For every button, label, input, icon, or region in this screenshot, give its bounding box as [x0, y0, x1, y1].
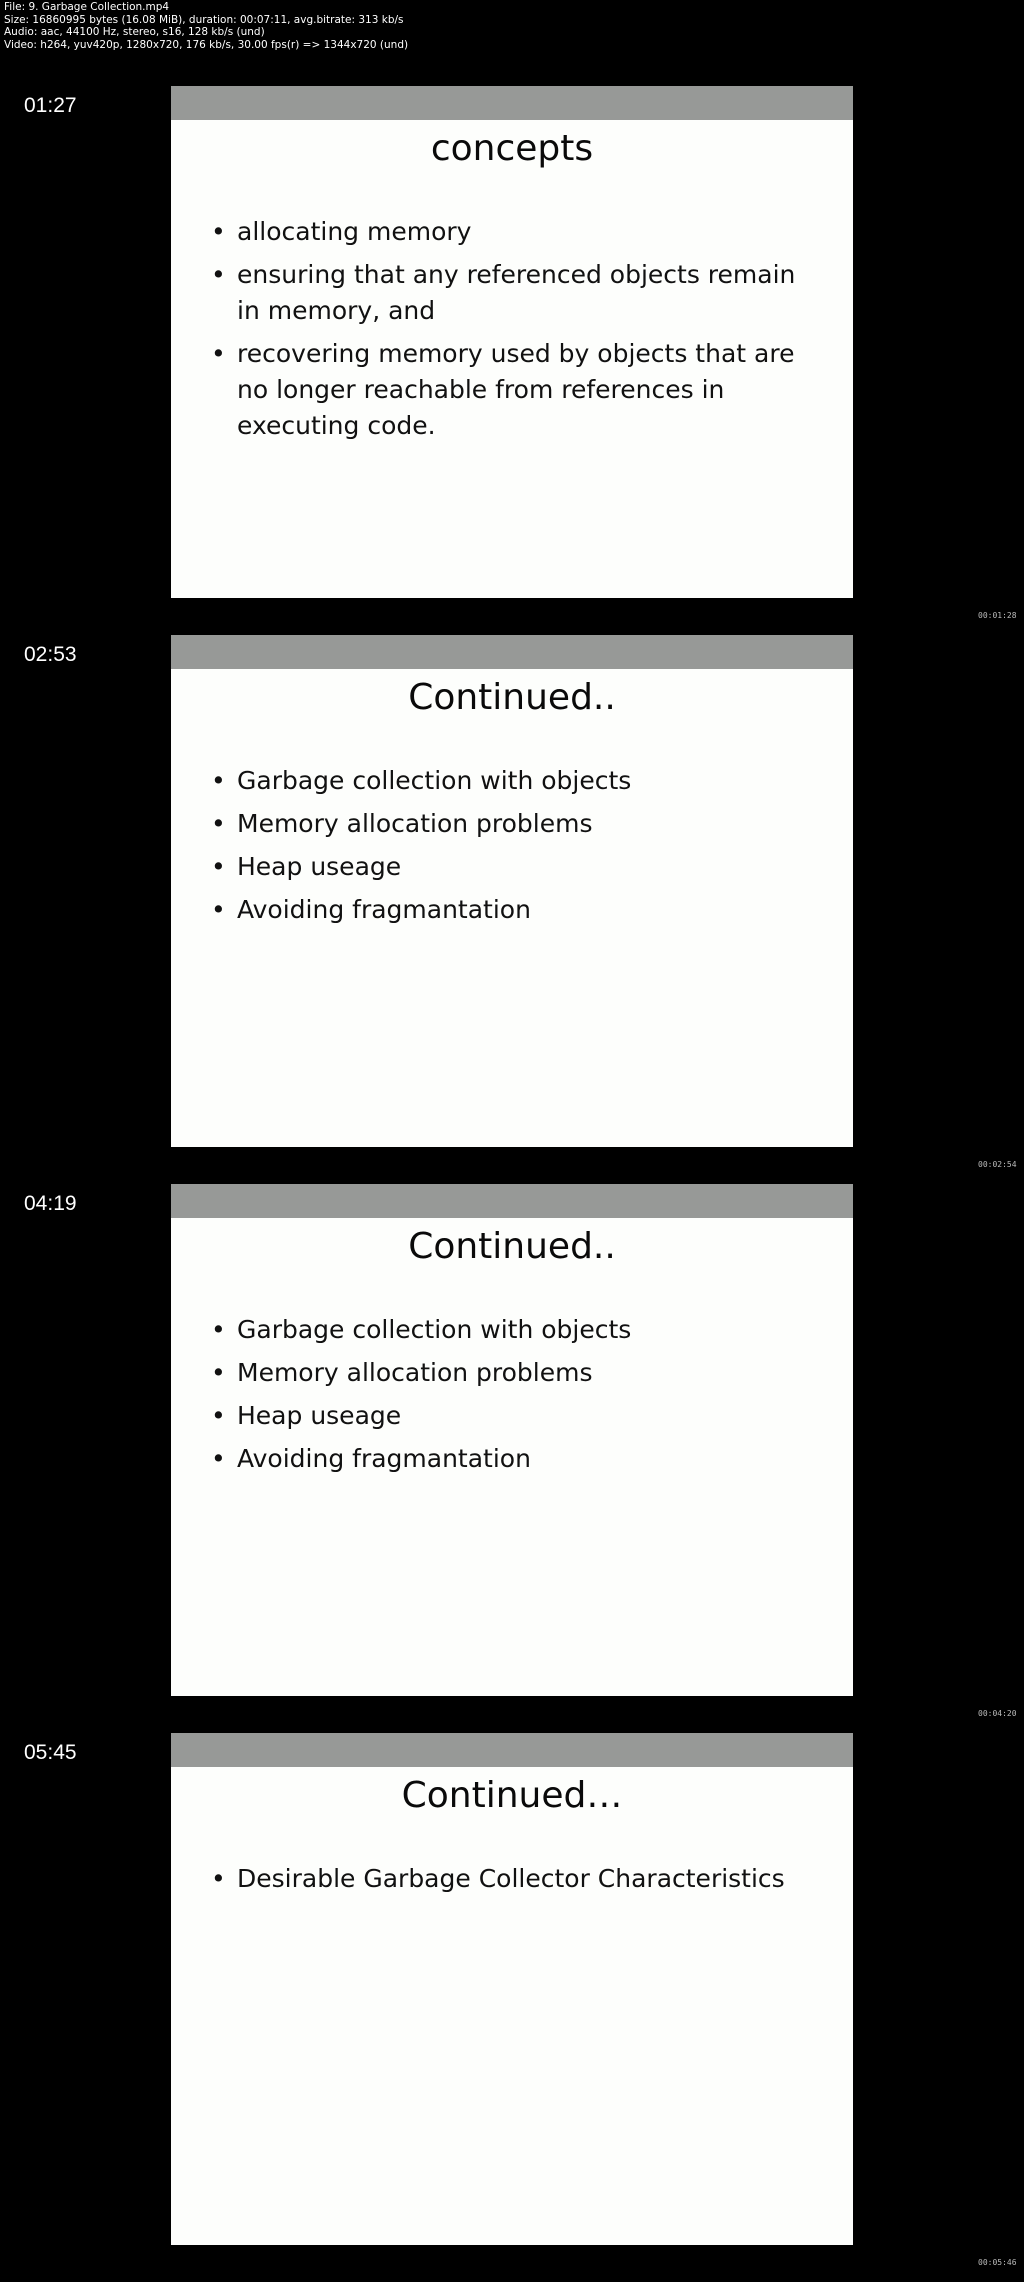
- slide-title: concepts: [430, 128, 594, 169]
- bullet-item: • allocating memory: [211, 214, 821, 250]
- audio-info-line: Audio: aac, 44100 Hz, stereo, s16, 128 kb/s (und): [4, 26, 265, 38]
- slide-header-bar: [171, 86, 853, 120]
- slide-title: Continued..: [408, 677, 616, 718]
- bullet-item: • recovering memory used by objects that are no longer reachable from references in executing code.: [211, 336, 821, 444]
- slide-header-bar: [171, 1184, 853, 1218]
- file-info-header: [4, 1, 408, 51]
- frame-timestamp: 04:19: [24, 1192, 77, 1215]
- slide: [171, 635, 853, 1147]
- file-size-line: Size: 16860995 bytes (16.08 MiB), duration: 00:07:11, avg.bitrate: 313 kb/s: [4, 13, 404, 26]
- bullet-list: [211, 1312, 821, 1484]
- slide-header-bar: [171, 635, 853, 669]
- slide-title: Continued..: [408, 1226, 616, 1267]
- bullet-list: [211, 1861, 821, 1904]
- bullet-item: • Avoiding fragmantation: [211, 892, 821, 928]
- video-info-line: Video: h264, yuv420p, 1280x720, 176 kb/s, 30.00 fps(r) => 1344x720 (und): [4, 38, 409, 51]
- bullet-list: [211, 763, 821, 935]
- slide-title: Continued…: [401, 1775, 623, 1816]
- video-frame-4: [0, 1733, 1024, 2282]
- slide: [171, 1733, 853, 2245]
- bullet-item: • ensuring that any referenced objects remain in memory, and: [211, 257, 821, 329]
- frame-timestamp: 02:53: [24, 643, 77, 666]
- slide-header-bar: [171, 1733, 853, 1767]
- bullet-item: • Garbage collection with objects: [211, 763, 821, 799]
- bullet-item: • Desirable Garbage Collector Characteristics: [211, 1861, 821, 1897]
- bullet-item: • Heap useage: [211, 1398, 821, 1434]
- bullet-item: • Heap useage: [211, 849, 821, 885]
- bullet-item: • Memory allocation problems: [211, 806, 821, 842]
- bullet-item: • Memory allocation problems: [211, 1355, 821, 1391]
- frame-time-marker: 00:05:46: [978, 2258, 1017, 2267]
- video-frame-2: [0, 635, 1024, 1184]
- video-frame-3: [0, 1184, 1024, 1733]
- frame-timestamp: 01:27: [24, 94, 77, 117]
- bullet-item: • Avoiding fragmantation: [211, 1441, 821, 1477]
- frame-timestamp: 05:45: [24, 1741, 77, 1764]
- frame-time-marker: 00:02:54: [978, 1160, 1017, 1169]
- slide: [171, 1184, 853, 1696]
- video-frame-1: [0, 86, 1024, 635]
- slide: [171, 86, 853, 598]
- bullet-list: [211, 214, 821, 451]
- file-name-line: File: 9. Garbage Collection.mp4: [4, 1, 170, 13]
- bullet-item: • Garbage collection with objects: [211, 1312, 821, 1348]
- frame-time-marker: 00:04:20: [978, 1709, 1017, 1718]
- frame-time-marker: 00:01:28: [978, 611, 1017, 620]
